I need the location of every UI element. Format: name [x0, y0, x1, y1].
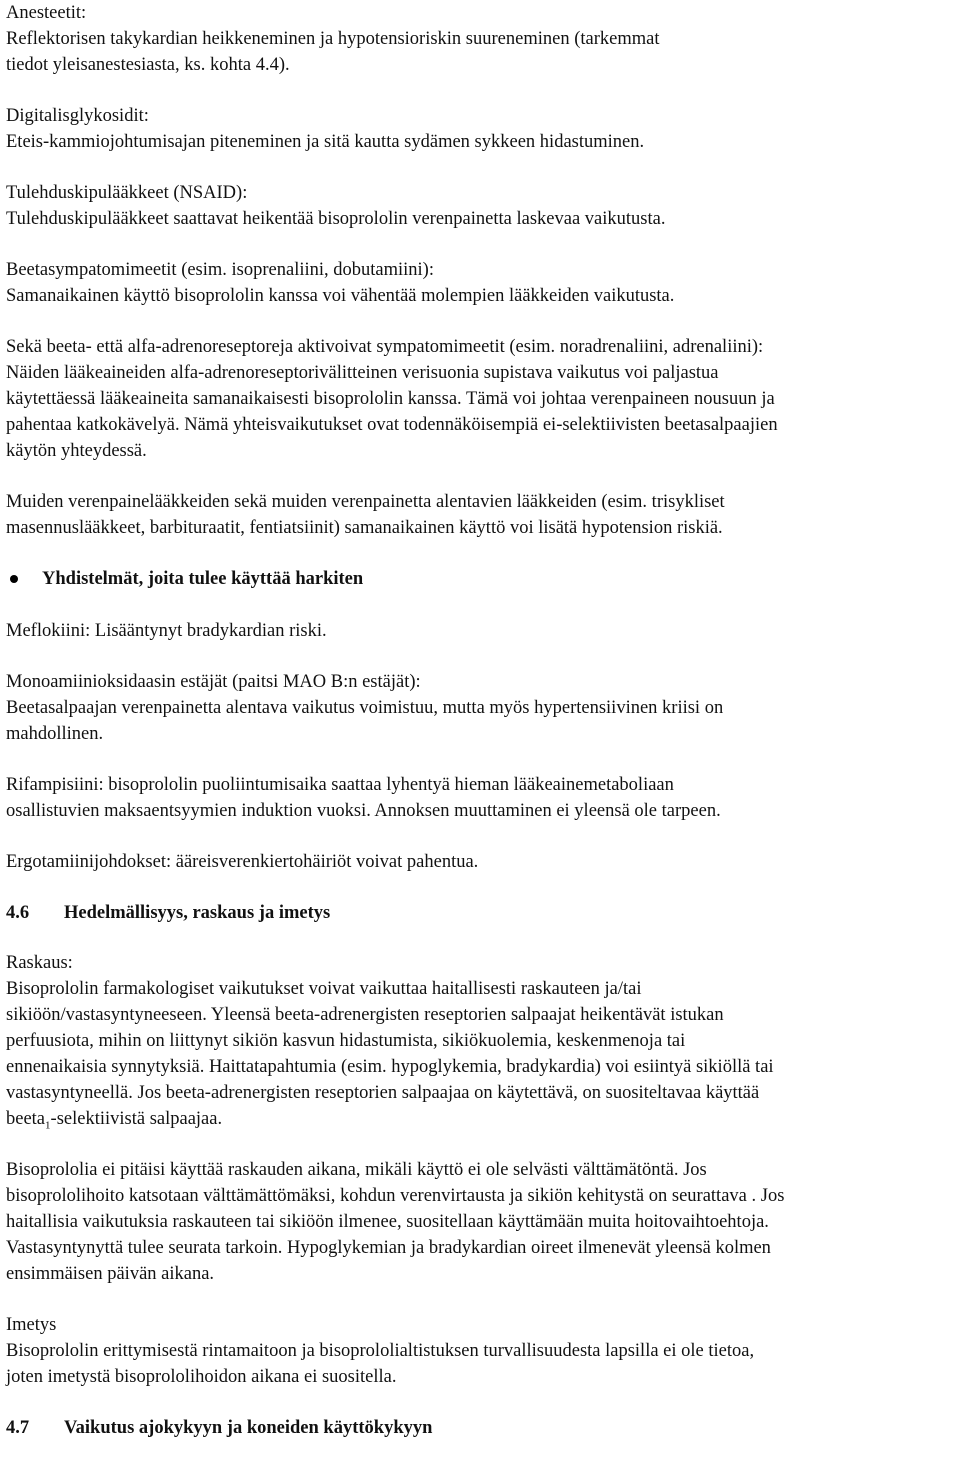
- section-title: Hedelmällisyys, raskaus ja imetys: [64, 903, 331, 923]
- text-line: tiedot yleisanestesiasta, ks. kohta 4.4).: [6, 55, 290, 75]
- text-line: bisoprololihoito katsotaan välttämättömäksi, kohdun verenvirtausta ja sikiön kehitystä on seurattava . Jos: [6, 1186, 785, 1206]
- pregnancy-paragraph-2: [6, 1157, 956, 1287]
- mao-heading: Monoamiinioksidaasin estäjät (paitsi MAO B:n estäjät):: [6, 672, 421, 692]
- text-line: masennuslääkkeet, barbituraatit, fentiatsiinit) samanaikainen käyttö voi lisätä hypotension riskiä.: [6, 518, 723, 538]
- text-line: haitallisia vaikutuksia raskauteen tai sikiöön ilmenee, suositellaan käyttämään muita hoitovaihtoehtoja.: [6, 1212, 769, 1232]
- text-line: Rifampisiini: bisoprololin puoliintumisaika saattaa lyhentyä hieman lääkeainemetaboliaan: [6, 775, 674, 795]
- text-line: sikiöön/vastasyntyneeseen. Yleensä beeta-adrenergisten reseptorien salpaajat heikentävät istukan: [6, 1005, 724, 1025]
- mao-paragraph: [6, 669, 956, 747]
- text-line: Bisoprololia ei pitäisi käyttää raskauden aikana, mikäli käyttö ei ole selvästi välttämätöntä. Jos: [6, 1160, 707, 1180]
- section-number: 4.7: [6, 1418, 30, 1438]
- mefloquine-paragraph: [6, 618, 956, 644]
- text-line: Ergotamiinijohdokset: ääreisverenkiertohäiriöt voivat pahentua.: [6, 852, 479, 872]
- anesthetics-heading: Anesteetit:: [6, 3, 87, 23]
- bullet-icon: [10, 575, 18, 583]
- text-line: ensimmäisen päivän aikana.: [6, 1264, 215, 1284]
- text-line: joten imetystä bisoprololihoidon aikana ei suositella.: [6, 1367, 397, 1387]
- nsaid-heading: Tulehduskipulääkkeet (NSAID):: [6, 183, 248, 203]
- section-heading-4-6: [6, 900, 956, 926]
- text-line: Eteis-kammiojohtumisajan piteneminen ja sitä kautta sydämen sykkeen hidastuminen.: [6, 132, 645, 152]
- caution-heading-text: Yhdistelmät, joita tulee käyttää harkiten: [42, 569, 364, 589]
- subscript: 1: [45, 1119, 51, 1132]
- text-line: Reflektorisen takykardian heikkeneminen ja hypotensioriskin suureneminen (tarkemmat: [6, 29, 660, 49]
- text-line: Vastasyntynyttä tulee seurata tarkoin. Hypoglykemian ja bradykardian oireet ilmenevät yleensä kolmen: [6, 1238, 771, 1258]
- text-line: Muiden verenpainelääkkeiden sekä muiden verenpainetta alentavien lääkkeiden (esim. trisykliset: [6, 492, 725, 512]
- digitalis-paragraph: [6, 103, 956, 155]
- anesthetics-paragraph: [6, 0, 956, 78]
- alpha-beta-sympathomimetics-paragraph: [6, 334, 956, 464]
- text-line: Bisoprololin erittymisestä rintamaitoon ja bisoprololialtistuksen turvallisuudesta lapsilla ei ole tietoa,: [6, 1341, 755, 1361]
- text-line: pahentaa katkokävelyä. Nämä yhteisvaikutukset ovat todennäköisempiä ei-selektiivisten beetasalpaajien: [6, 415, 778, 435]
- section-number: 4.6: [6, 903, 30, 923]
- text-line: perfuusiota, mihin on liittynyt sikiön kasvun hidastumista, sikiökuolemia, keskenmenoja tai: [6, 1031, 686, 1051]
- text-line: Näiden lääkeaineiden alfa-adrenoreseptorivälitteinen verisuonia supistava vaikutus voi paljastua: [6, 363, 719, 383]
- section-title: Vaikutus ajokykyyn ja koneiden käyttökykyyn: [64, 1418, 433, 1438]
- rifampicin-paragraph: [6, 772, 956, 824]
- text-line: Meflokiini: Lisääntynyt bradykardian riski.: [6, 621, 327, 641]
- beta-sympathomimetics-paragraph: [6, 257, 956, 309]
- text-fragment: -selektiivistä salpaajaa.: [50, 1109, 223, 1129]
- text-line: Bisoprololin farmakologiset vaikutukset voivat vaikuttaa haitallisesti raskauteen ja/tai: [6, 979, 642, 999]
- ergotamine-paragraph: [6, 849, 956, 875]
- pregnancy-heading: Raskaus:: [6, 953, 73, 973]
- beta-sympathomimetics-heading: Beetasympatomimeetit (esim. isoprenaliini, dobutamiini):: [6, 260, 434, 280]
- text-line: [6, 1106, 956, 1132]
- text-line: Tulehduskipulääkkeet saattavat heikentää bisoprololin verenpainetta laskevaa vaikutusta.: [6, 209, 666, 229]
- breastfeeding-paragraph: [6, 1312, 956, 1390]
- caution-combinations-heading: [6, 566, 956, 592]
- text-line: käytettäessä lääkeaineita samanaikaisesti bisoprololin kanssa. Tämä voi johtaa verenpaineen nousuun ja: [6, 389, 775, 409]
- text-line: vastasyntyneellä. Jos beeta-adrenergisten reseptorien salpaajaa on käytettävä, on suositeltavaa käyttää: [6, 1083, 760, 1103]
- nsaid-paragraph: [6, 180, 956, 232]
- pregnancy-paragraph: [6, 950, 956, 1132]
- text-line: Samanaikainen käyttö bisoprololin kanssa voi vähentää molempien lääkkeiden vaikutusta.: [6, 286, 675, 306]
- text-line: Sekä beeta- että alfa-adrenoreseptoreja aktivoivat sympatomimeetit (esim. noradrenaliini, adrenaliini):: [6, 337, 764, 357]
- breastfeeding-heading: Imetys: [6, 1315, 57, 1335]
- digitalis-heading: Digitalisglykosidit:: [6, 106, 149, 126]
- section-heading-4-7: [6, 1415, 956, 1441]
- text-fragment: beeta: [6, 1109, 46, 1129]
- text-line: Beetasalpaajan verenpainetta alentava vaikutus voimistuu, mutta myös hypertensiivinen kriisi on: [6, 698, 724, 718]
- text-line: käytön yhteydessä.: [6, 441, 147, 461]
- text-line: mahdollinen.: [6, 724, 104, 744]
- document-page: [6, 0, 956, 1465]
- text-line: osallistuvien maksaentsyymien induktion vuoksi. Annoksen muuttaminen ei yleensä ole tarpeen.: [6, 801, 721, 821]
- text-line: ennenaikaisia synnytyksiä. Haittatapahtumia (esim. hypoglykemia, bradykardia) voi esiintyä sikiöllä tai: [6, 1057, 774, 1077]
- other-antihypertensives-paragraph: [6, 489, 956, 541]
